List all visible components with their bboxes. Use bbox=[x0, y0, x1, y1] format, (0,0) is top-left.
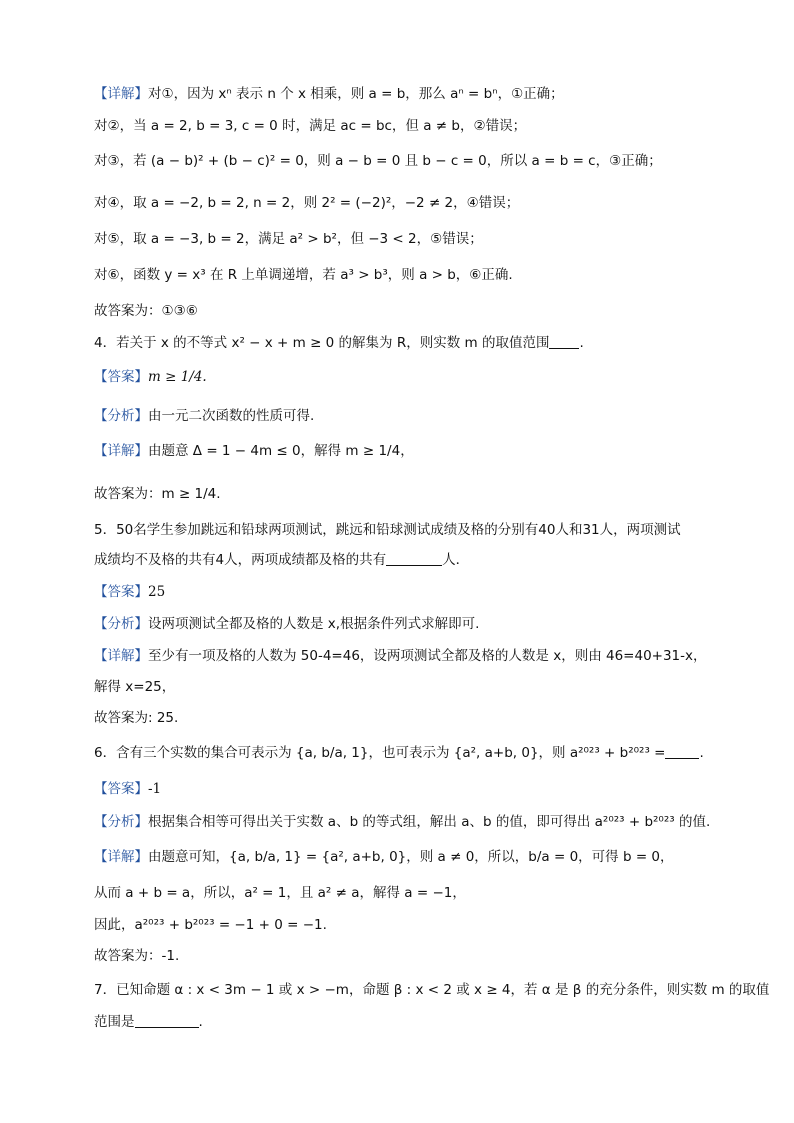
q5-detail bbox=[94, 646, 714, 666]
q5-question-line-1: 5．50名学生参加跳远和铅球两项测试，跳远和铅球测试成绩及格的分别有40人和31人，两项测试 bbox=[94, 522, 681, 538]
analysis-tag: 【分析】 bbox=[94, 408, 148, 424]
q3-line-4: 对④，取 a = −2, b = 2, n = 2，则 2² = (−2)²，−2 ≠ 2，④错误； bbox=[94, 195, 520, 211]
q3-line-2: 对②，当 a = 2, b = 3, c = 0 时，满足 ac = bc，但 a ≠ b，②错误； bbox=[94, 118, 527, 134]
q3-detail-text: 对①，因为 xⁿ 表示 n 个 x 相乘，则 a = b，那么 aⁿ = bⁿ，①正确； bbox=[148, 86, 564, 102]
q7-question-text: 范围是 bbox=[94, 1014, 135, 1030]
q7-question-line-1: 7．已知命题 α : x < 3m − 1 或 x > −m，命题 β : x < 2 或 x ≥ 4，若 α 是 β 的充分条件，则实数 m 的取值 bbox=[94, 982, 770, 998]
q6-detail-line-2: 从而 a + b = a，所以，a² = 1，且 a² ≠ a，解得 a = −1， bbox=[94, 885, 466, 901]
q5-answer bbox=[94, 582, 714, 602]
q6-analysis-text: 根据集合相等可得出关于实数 a、b 的等式组，解出 a、b 的值，即可得出 a²⁰²³ + b²⁰²³ 的值. bbox=[148, 814, 711, 830]
q3-line-3: 对③，若 (a − b)² + (b − c)² = 0，则 a − b = 0 且 b − c = 0，所以 a = b = c，③正确； bbox=[94, 153, 662, 169]
analysis-tag: 【分析】 bbox=[94, 616, 148, 632]
detail-tag: 【详解】 bbox=[94, 648, 148, 664]
q5-analysis-text: 设两项测试全都及格的人数是 x,根据条件列式求解即可. bbox=[148, 616, 480, 632]
q4-answer-text: m ≥ 1/4. bbox=[148, 369, 207, 385]
q5-final-answer: 故答案为: 25. bbox=[94, 710, 179, 726]
q6-question-text: 6．含有三个实数的集合可表示为 {a, b/a, 1}，也可表示为 {a², a+b, 0}，则 a²⁰²³ + b²⁰²³ = bbox=[94, 745, 666, 761]
q6-question: 6．含有三个实数的集合可表示为 {a, b/a, 1}，也可表示为 {a², a+b, 0}，则 a²⁰²³ + b²⁰²³ = . bbox=[94, 745, 704, 761]
q5-detail-text: 至少有一项及格的人数为 50-4=46，设两项测试全都及格的人数是 x，则由 46=40+31-x， bbox=[148, 648, 707, 664]
q4-answer bbox=[94, 367, 714, 387]
answer-tag: 【答案】 bbox=[94, 584, 148, 600]
q5-analysis bbox=[94, 614, 714, 634]
answer-tag: 【答案】 bbox=[94, 369, 148, 385]
q3-final-answer: 故答案为：①③⑥ bbox=[94, 303, 198, 319]
answer-blank bbox=[386, 565, 442, 566]
q6-answer-text: -1 bbox=[148, 781, 162, 797]
q6-detail-line-3: 因此，a²⁰²³ + b²⁰²³ = −1 + 0 = −1. bbox=[94, 917, 327, 933]
q6-analysis bbox=[94, 812, 714, 832]
q4-analysis-text: 由一元二次函数的性质可得. bbox=[148, 408, 315, 424]
analysis-tag: 【分析】 bbox=[94, 814, 148, 830]
q4-question-text: 4．若关于 x 的不等式 x² − x + m ≥ 0 的解集为 R，则实数 m 的取值范围 bbox=[94, 335, 550, 351]
q6-detail bbox=[94, 847, 714, 867]
detail-tag: 【详解】 bbox=[94, 86, 148, 102]
q6-detail-text: 由题意可知，{a, b/a, 1} = {a², a+b, 0}，则 a ≠ 0，所以，b/a = 0，可得 b = 0， bbox=[148, 849, 674, 865]
answer-tag: 【答案】 bbox=[94, 781, 148, 797]
q6-final-answer: 故答案为：-1. bbox=[94, 948, 180, 964]
q5-question-end: 人． bbox=[442, 552, 470, 568]
q5-answer-text: 25 bbox=[148, 584, 166, 600]
q5-detail-line-2: 解得 x=25， bbox=[94, 679, 176, 695]
detail-tag: 【详解】 bbox=[94, 849, 148, 865]
answer-blank bbox=[135, 1027, 199, 1028]
q4-detail bbox=[94, 441, 714, 461]
q4-analysis bbox=[94, 406, 714, 426]
q3-detail bbox=[94, 84, 714, 104]
detail-tag: 【详解】 bbox=[94, 443, 148, 459]
q4-final-answer: 故答案为：m ≥ 1/4. bbox=[94, 486, 221, 502]
q6-answer bbox=[94, 779, 714, 799]
q4-detail-text: 由题意 Δ = 1 − 4m ≤ 0，解得 m ≥ 1/4， bbox=[148, 443, 414, 459]
q3-line-5: 对⑤，取 a = −3, b = 2，满足 a² > b²，但 −3 < 2，⑤错误； bbox=[94, 231, 483, 247]
q3-line-6: 对⑥，函数 y = x³ 在 R 上单调递增，若 a³ > b³，则 a > b，⑥正确. bbox=[94, 267, 513, 283]
answer-blank bbox=[665, 758, 699, 759]
q4-question: 4．若关于 x 的不等式 x² − x + m ≥ 0 的解集为 R，则实数 m 的取值范围 . bbox=[94, 335, 584, 351]
q7-question-line-2: 范围是 . bbox=[94, 1014, 203, 1030]
q5-question-line-2 bbox=[94, 550, 714, 570]
q5-question-text: 成绩均不及格的共有4人，两项成绩都及格的共有 bbox=[94, 552, 387, 568]
answer-blank bbox=[549, 348, 579, 349]
